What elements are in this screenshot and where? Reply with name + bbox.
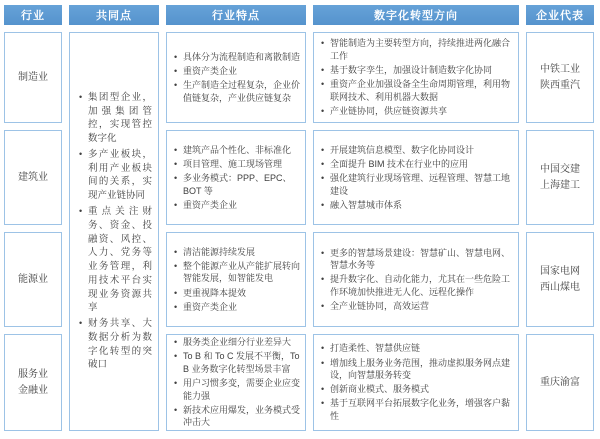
bullet-item: • 提升数字化、自动化能力，尤其在一些危险工作环境加快推进无人化、远程化操作 [330,273,514,298]
bullet-item: • 更多的智慧场景建设：智慧矿山、智慧电网、智慧水务等 [330,247,514,272]
companies-cell-energy: 国家电网 西山煤电 [526,232,594,327]
bullet-item: • 清洁能源持续发展 [183,246,301,259]
characteristics-list [170,49,301,105]
common-points-list [75,89,152,374]
bullet-item: • 重资产类企业 [183,199,301,212]
bullet-item: • To B 和 To C 发展不平衡，To B 业务数字化转型场景丰富 [183,350,301,375]
directions-cell-service-finance [313,334,519,431]
directions-list [317,142,514,212]
bullet-item: • 财务共享、大数据分析为数字化转型的突破口 [88,317,152,372]
characteristics-list [170,142,301,212]
common-points-cell [69,32,159,431]
companies-cell-construction: 中国交建 上海建工 [526,130,594,225]
bullet-item: • 更重视降本提效 [183,287,301,300]
column-header-industry-features: 行业特点 [166,5,306,25]
bullet-item: • 创新商业模式、服务模式 [330,383,514,396]
directions-list [317,36,514,119]
bullet-item: • 集团型企业，加强集团管控，实现管控数字化 [88,91,152,146]
directions-cell-energy [313,232,519,327]
bullet-item: • 重资产类企业 [183,301,301,314]
characteristics-list [170,244,301,314]
bullet-item: • 重点关注财务、资金、投融资、风控、人力、党务等业务管理，利用技术平台实现业务资源共享 [88,205,152,315]
bullet-item: • 整个能源产业从产能扩展转向智能发展，如智能发电 [183,260,301,285]
characteristics-cell-construction [166,130,306,225]
bullet-item: • 重资产企业加强设备全生命周期管理，利用物联网技术、利用机器大数据 [330,78,514,103]
bullet-item: • 智能制造为主要转型方向，持续推进两化融合工作 [330,37,514,62]
bullet-item: • 基于互联网平台拓展数字化业务，增强客户黏性 [330,397,514,422]
characteristics-cell-manufacturing [166,32,306,123]
directions-cell-construction [313,130,519,225]
industry-cell-manufacturing: 制造业 [4,32,62,123]
bullet-item: • 增加线上服务业务范围，推动虚拟服务网点建设，向智慧服务转变 [330,357,514,382]
directions-cell-manufacturing [313,32,519,123]
industry-cell-construction: 建筑业 [4,130,62,225]
bullet-item: • 全产业链协同，高效运营 [330,300,514,313]
directions-list [317,245,514,314]
column-header-company-representatives: 企业代表 [526,5,594,25]
characteristics-cell-service-finance [166,334,306,431]
bullet-item: • 开展建筑信息模型、数字化协同设计 [330,144,514,157]
characteristics-list [170,335,301,431]
companies-cell-manufacturing: 中铁工业 陕西重汽 [526,32,594,123]
bullet-item: • 融入智慧城市体系 [330,199,514,212]
bullet-item: • 生产制造全过程复杂，企业价值链复杂，产业供应链复杂 [183,79,301,104]
column-header-digital-transformation-direction: 数字化转型方向 [313,5,519,25]
bullet-item: • 产业链协同，供应链资源共享 [330,105,514,118]
characteristics-cell-energy [166,232,306,327]
bullet-item: • 强化建筑行业现场管理、远程管理、智慧工地建设 [330,172,514,197]
industry-cell-energy: 能源业 [4,232,62,327]
bullet-item: • 多业务模式：PPP、EPC、BOT 等 [183,172,301,197]
bullet-item: • 基于数字孪生，加强设计制造数字化协同 [330,64,514,77]
column-header-common-points: 共同点 [69,5,159,25]
bullet-item: • 全面提升 BIM 技术在行业中的应用 [330,158,514,171]
bullet-item: • 项目管理、施工现场管理 [183,158,301,171]
directions-list [317,341,514,424]
bullet-item: • 新技术应用爆发，业务模式受冲击大 [183,404,301,429]
industry-cell-service-finance: 服务业 金融业 [4,334,62,431]
bullet-item: • 重资产类企业 [183,65,301,78]
companies-cell-service-finance: 重庆渝富 [526,334,594,431]
bullet-item: • 建筑产品个性化、非标准化 [183,144,301,157]
bullet-item: • 多产业板块，利用产业板块间的关系，实现产业链协同 [88,148,152,203]
bullet-item: • 用户习惯多变，需要企业应变能力强 [183,377,301,402]
column-header-industry: 行业 [4,5,62,25]
bullet-item: • 打造柔性、智慧供应链 [330,342,514,355]
bullet-item: • 具体分为流程制造和离散制造 [183,51,301,64]
bullet-item: • 服务类企业细分行业差异大 [183,336,301,349]
